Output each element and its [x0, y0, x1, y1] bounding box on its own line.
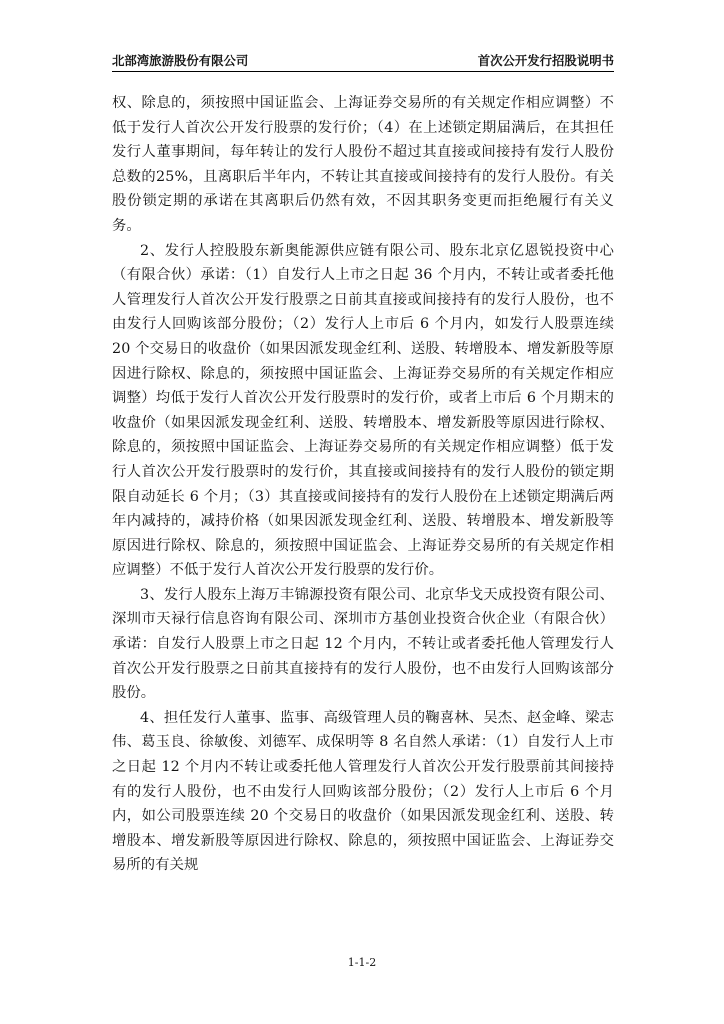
paragraph-item-4: 4、担任发行人董事、监事、高级管理人员的鞠喜林、吴杰、赵金峰、梁志伟、葛玉良、徐敏俊、刘德军、成保明等 8 名自然人承诺：（1）自发行人上市之日起 12 个月内不转让或委托他人管理发行人首次公开发行股票前其间接持有的发行人股份，也不由发行人回购该部分股份；（2）发行人上市后 6 个月内，如公司股票连续 20 个交易日的收盘价（如果因派发现金红利、送股、转增股本、增发新股等原因进行除权、除息的，须按照中国证监会、上海证券交易所的有关规: [112, 709, 614, 874]
page-header: [112, 52, 614, 70]
header-company-name: 北部湾旅游股份有限公司: [112, 53, 249, 68]
body-text: [112, 91, 614, 878]
paragraph-item-2: 2、发行人控股股东新奥能源供应链有限公司、股东北京亿恩锐投资中心（有限合伙）承诺：（1）自发行人上市之日起 36 个月内，不转让或者委托他人管理发行人首次公开发行股票之日前其直接或间接持有的发行人股份，也不由发行人回购该部分股份；（2）发行人上市后 6 个月内，如发行人股票连续 20 个交易日的收盘价（如果因派发现金红利、送股、转增股本、增发新股等原因进行除权、除息的，须按照中国证监会、上海证券交易所的有关规定作相应调整）均低于发行人首次公开发行股票时的发行价，或者上市后 6 个月期末的收盘价（如果因派发现金红利、送股、转增股本、增发新股等原因进行除权、除息的，须按照中国证监会、上海证券交易所的有关规定作相应调整）低于发行人首次公开发行股票时的发行价，其直接或间接持有的发行人股份的锁定期限自动延长 6 个月；（3）其直接或间接持有的发行人股份在上述锁定期满后两年内减持的，减持价格（如果因派发现金红利、送股、转增股本、增发新股等原因进行除权、除息的，须按照中国证监会、上海证券交易所的有关规定作相应调整）不低于发行人首次公开发行股票的发行价。: [112, 242, 614, 579]
page-number: 1-1-2: [347, 956, 377, 969]
paragraph-item-3: 3、发行人股东上海万丰锦源投资有限公司、北京华戈天成投资有限公司、深圳市天禄行信息咨询有限公司、深圳市方基创业投资合伙企业（有限合伙）承诺：自发行人股票上市之日起 12 个月内，不转让或者委托他人管理发行人首次公开发行股票之日前其直接持有的发行人股份，也不由发行人回购该部分股份。: [112, 586, 614, 702]
header-document-title: 首次公开发行招股说明书: [477, 53, 614, 68]
paragraph-continuation: 权、除息的，须按照中国证监会、上海证券交易所的有关规定作相应调整）不低于发行人首次公开发行股票的发行价；（4）在上述锁定期届满后，在其担任发行人董事期间，每年转让的发行人股份不超过其直接或间接持有发行人股份总数的25%，且离职后半年内，不转让其直接或间接持有的发行人股份。有关股份锁定期的承诺在其离职后仍然有效，不因其职务变更而拒绝履行有关义务。: [112, 95, 614, 234]
header-divider: [112, 71, 614, 72]
